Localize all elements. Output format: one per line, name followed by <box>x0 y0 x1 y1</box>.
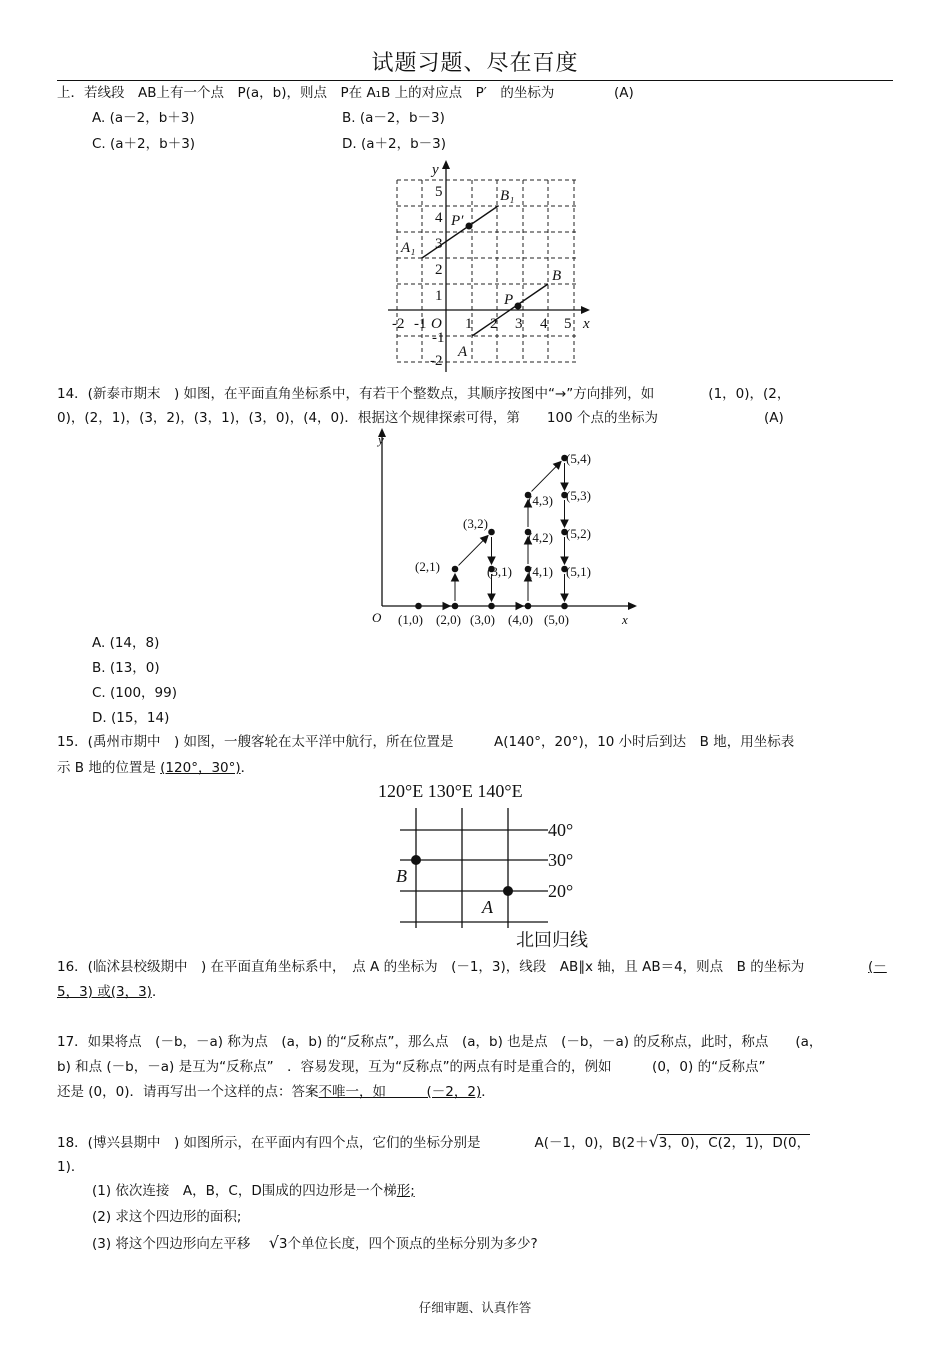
q13-ytick-m2: -2 <box>430 353 443 369</box>
q13-option-c: C. (a＋2，b＋3) <box>92 136 196 152</box>
q14-answer: (A) <box>764 410 784 426</box>
q14-label-3-2: (3,2) <box>463 516 488 531</box>
q14-point-5-0 <box>561 603 568 610</box>
q14-point-4-0 <box>525 603 532 610</box>
q13-label-p1: P′ <box>451 213 464 229</box>
q14-point-3-0 <box>488 603 495 610</box>
q13-point-p1 <box>466 223 473 230</box>
q14-label-4-3: (4,3) <box>528 493 553 508</box>
q13-x-arrow <box>581 306 590 314</box>
q17-line1: 17．如果将点 (－b，－a) 称为点 (a，b) 的“反称点”，那么点 (a，b) 也是点 (－b，－a) 的反称点，此时，称点 (a， <box>57 1034 823 1050</box>
q15-line2-prefix: 示 B 地的位置是 <box>57 760 156 776</box>
q14-label-5-3: (5,3) <box>566 488 591 503</box>
q17-line2: b) 和点 (－b，－a) 是互为“反称点” ．容易发现，互为“反称点”的两点有时是重合的，例如 (0，0) 的“反称点” <box>57 1059 766 1075</box>
q14-option-c: C. (100，99) <box>92 685 177 701</box>
q14-label-5-2: (5,2) <box>566 526 591 541</box>
q18-sub2: (2) 求这个四边形的面积; <box>92 1209 242 1225</box>
q13-ytick-3: 3 <box>435 236 443 252</box>
q14-axes <box>382 434 630 606</box>
q13-option-a: A. (a－2，b＋3) <box>92 110 195 126</box>
q14-label-4-1: (4,1) <box>528 564 553 579</box>
q14-x-label: x <box>622 612 628 627</box>
q13-point-p <box>515 303 522 310</box>
q14-origin: O <box>372 610 382 625</box>
q14-figure <box>360 428 650 634</box>
q14-arrowhead <box>516 603 523 610</box>
q18-sub3-prefix: (3) 将这个四边形向左平移 <box>92 1236 251 1252</box>
q15-grid <box>400 808 548 928</box>
q14-arrowhead <box>443 603 450 610</box>
q17-line3 <box>57 1083 495 1101</box>
q13-xtick-m2: -2 <box>392 316 405 332</box>
q13-label-p: P <box>504 292 514 308</box>
q13-label-a1: A₁ <box>401 240 416 256</box>
q18-sqrt-sign: √ <box>648 1132 659 1151</box>
q14-x-arrow <box>628 602 637 610</box>
q15-point-b <box>411 855 421 865</box>
q14-bottom-label-4: (4,0) <box>508 612 533 627</box>
q13-ytick-2: 2 <box>435 262 443 278</box>
q13-y-label: y <box>432 162 439 178</box>
q15-lat-30: 30° <box>548 850 574 870</box>
q16-answer-part2: 5，3) 或(3，3) <box>57 984 152 1000</box>
q13-xtick-2: 2 <box>490 316 498 332</box>
q18-sub3-sqrt-sign: √ <box>268 1233 279 1252</box>
q14-label-5-4: (5,4) <box>566 451 591 466</box>
q14-bottom-label-2: (2,0) <box>436 612 461 627</box>
q13-xtick-5: 5 <box>564 316 572 332</box>
q18-sub1 <box>92 1182 415 1200</box>
q14-label-5-1: (5,1) <box>566 564 591 579</box>
q14-point-2-1 <box>452 566 459 573</box>
q15-line2-suffix: ． <box>240 760 255 776</box>
q13-option-d: D. (a＋2，b－3) <box>342 136 447 152</box>
q14-line2: 0)，(2，1)，(3，2)，(3，1)，(3，0)，(4，0)．根据这个规律探索可得，第 100 个点的坐标为 <box>57 410 658 426</box>
q14-arrowhead <box>561 557 568 564</box>
q15-figure <box>376 778 608 952</box>
q15-longitudes: 120°E 130°E 140°E <box>378 781 523 801</box>
q13-ytick-4: 4 <box>435 210 443 226</box>
q15-line2 <box>57 759 254 777</box>
q17-answer: 不唯一，如 (－2，2) <box>318 1084 482 1100</box>
q15-label-b: B <box>396 866 407 886</box>
q18-sub1-answer: 形; <box>396 1183 415 1199</box>
q17-line3-suffix: ． <box>481 1084 495 1100</box>
q15-lat-20: 20° <box>548 881 574 901</box>
q14-option-d: D. (15，14) <box>92 710 170 726</box>
q15-caption: 北回归线 <box>516 930 588 950</box>
q14-option-a: A. (14，8) <box>92 635 160 651</box>
q14-point-1-0 <box>415 603 422 610</box>
q13-option-b: B. (a－2，b－3) <box>342 110 445 126</box>
q14-arrowhead <box>488 557 495 564</box>
q16-answer-part1: (－ <box>868 959 887 975</box>
q13-stem: 上．若线段 AB上有一个点 P(a，b)，则点 P在 A₁B 上的对应点 P′ 的坐标为 <box>57 85 555 101</box>
q15-lat-40: 40° <box>548 820 574 840</box>
q13-figure <box>380 158 600 376</box>
page-footer: 仔细审题、认真作答 <box>418 1300 532 1315</box>
q18-sub3-suffix: 3个单位长度，四个顶点的坐标分别为多少? <box>278 1236 538 1252</box>
q13-xtick-3: 3 <box>515 316 523 332</box>
q13-label-b1: B₁ <box>500 188 515 204</box>
q16-line1: 16．(临沭县校级期中 ) 在平面直角坐标系中， 点 A 的坐标为 (－1，3)，线段 AB∥x 轴，且 AB＝4，则点 B 的坐标为 <box>57 959 805 975</box>
q15-answer: (120°，30°) <box>160 760 241 776</box>
q13-label-b: B <box>552 268 562 284</box>
q13-ytick-1: 1 <box>435 288 443 304</box>
header-rule <box>57 80 893 81</box>
q13-ytick-5: 5 <box>435 184 443 200</box>
q14-point-3-2 <box>488 529 495 536</box>
q14-label-3-1: (3,1) <box>487 564 512 579</box>
q13-y-arrow <box>442 160 450 169</box>
q17-line3-prefix: 还是 (0，0)．请再写出一个这样的点：答案 <box>57 1084 319 1100</box>
q16-line2 <box>57 983 165 1001</box>
q14-bottom-label-1: (1,0) <box>398 612 423 627</box>
q13-ytick-m1: -1 <box>432 330 445 346</box>
q14-bottom-label-3: (3,0) <box>470 612 495 627</box>
q14-label-2-1: (2,1) <box>415 559 440 574</box>
q15-line1: 15．(禹州市期中 ) 如图，一艘客轮在太平洋中航行，所在位置是 A(140°，20°)，10 小时后到达 B 地，用坐标表 <box>57 734 795 750</box>
q13-origin: O <box>431 316 442 332</box>
q16-suffix: ． <box>151 984 166 1000</box>
q14-arrowhead <box>452 574 459 581</box>
q13-xtick-1: 1 <box>465 316 473 332</box>
q14-y-label: y <box>378 432 384 447</box>
q13-xtick-m1: -1 <box>414 316 427 332</box>
q14-arrowhead <box>561 594 568 601</box>
q13-answer: (A) <box>614 85 634 101</box>
q18-line1-b: 3，0)，C(2，1)，D(0， <box>658 1135 811 1151</box>
q14-bottom-label-5: (5,0) <box>544 612 569 627</box>
q13-x-label: x <box>583 316 590 332</box>
q13-xtick-4: 4 <box>540 316 548 332</box>
q13-label-a: A <box>458 344 468 360</box>
q18-sub3 <box>92 1234 538 1253</box>
q14-point-2-0 <box>452 603 459 610</box>
q14-arrowhead <box>488 594 495 601</box>
q14-line1: 14．(新泰市期末 ) 如图，在平面直角坐标系中，有若干个整数点，其顺序按图中“→”方向排列，如 (1，0)，(2， <box>57 386 791 402</box>
q18-sub1-prefix: (1) 依次连接 A，B，C，D围成的四边形是一个梯 <box>92 1183 397 1199</box>
q14-label-4-2: (4,2) <box>528 530 553 545</box>
q18-line2: 1)． <box>57 1159 85 1175</box>
page-title: 试题习题、尽在百度 <box>371 51 579 76</box>
q14-option-b: B. (13，0) <box>92 660 160 676</box>
q13-grid <box>397 180 576 362</box>
q15-label-a: A <box>482 897 493 917</box>
q18-line1-a: 18．(博兴县期中 ) 如图所示，在平面内有四个点，它们的坐标分别是 A(－1，0)，B(2＋ <box>57 1135 649 1151</box>
q15-point-a <box>503 886 513 896</box>
q18-line1 <box>57 1133 810 1152</box>
